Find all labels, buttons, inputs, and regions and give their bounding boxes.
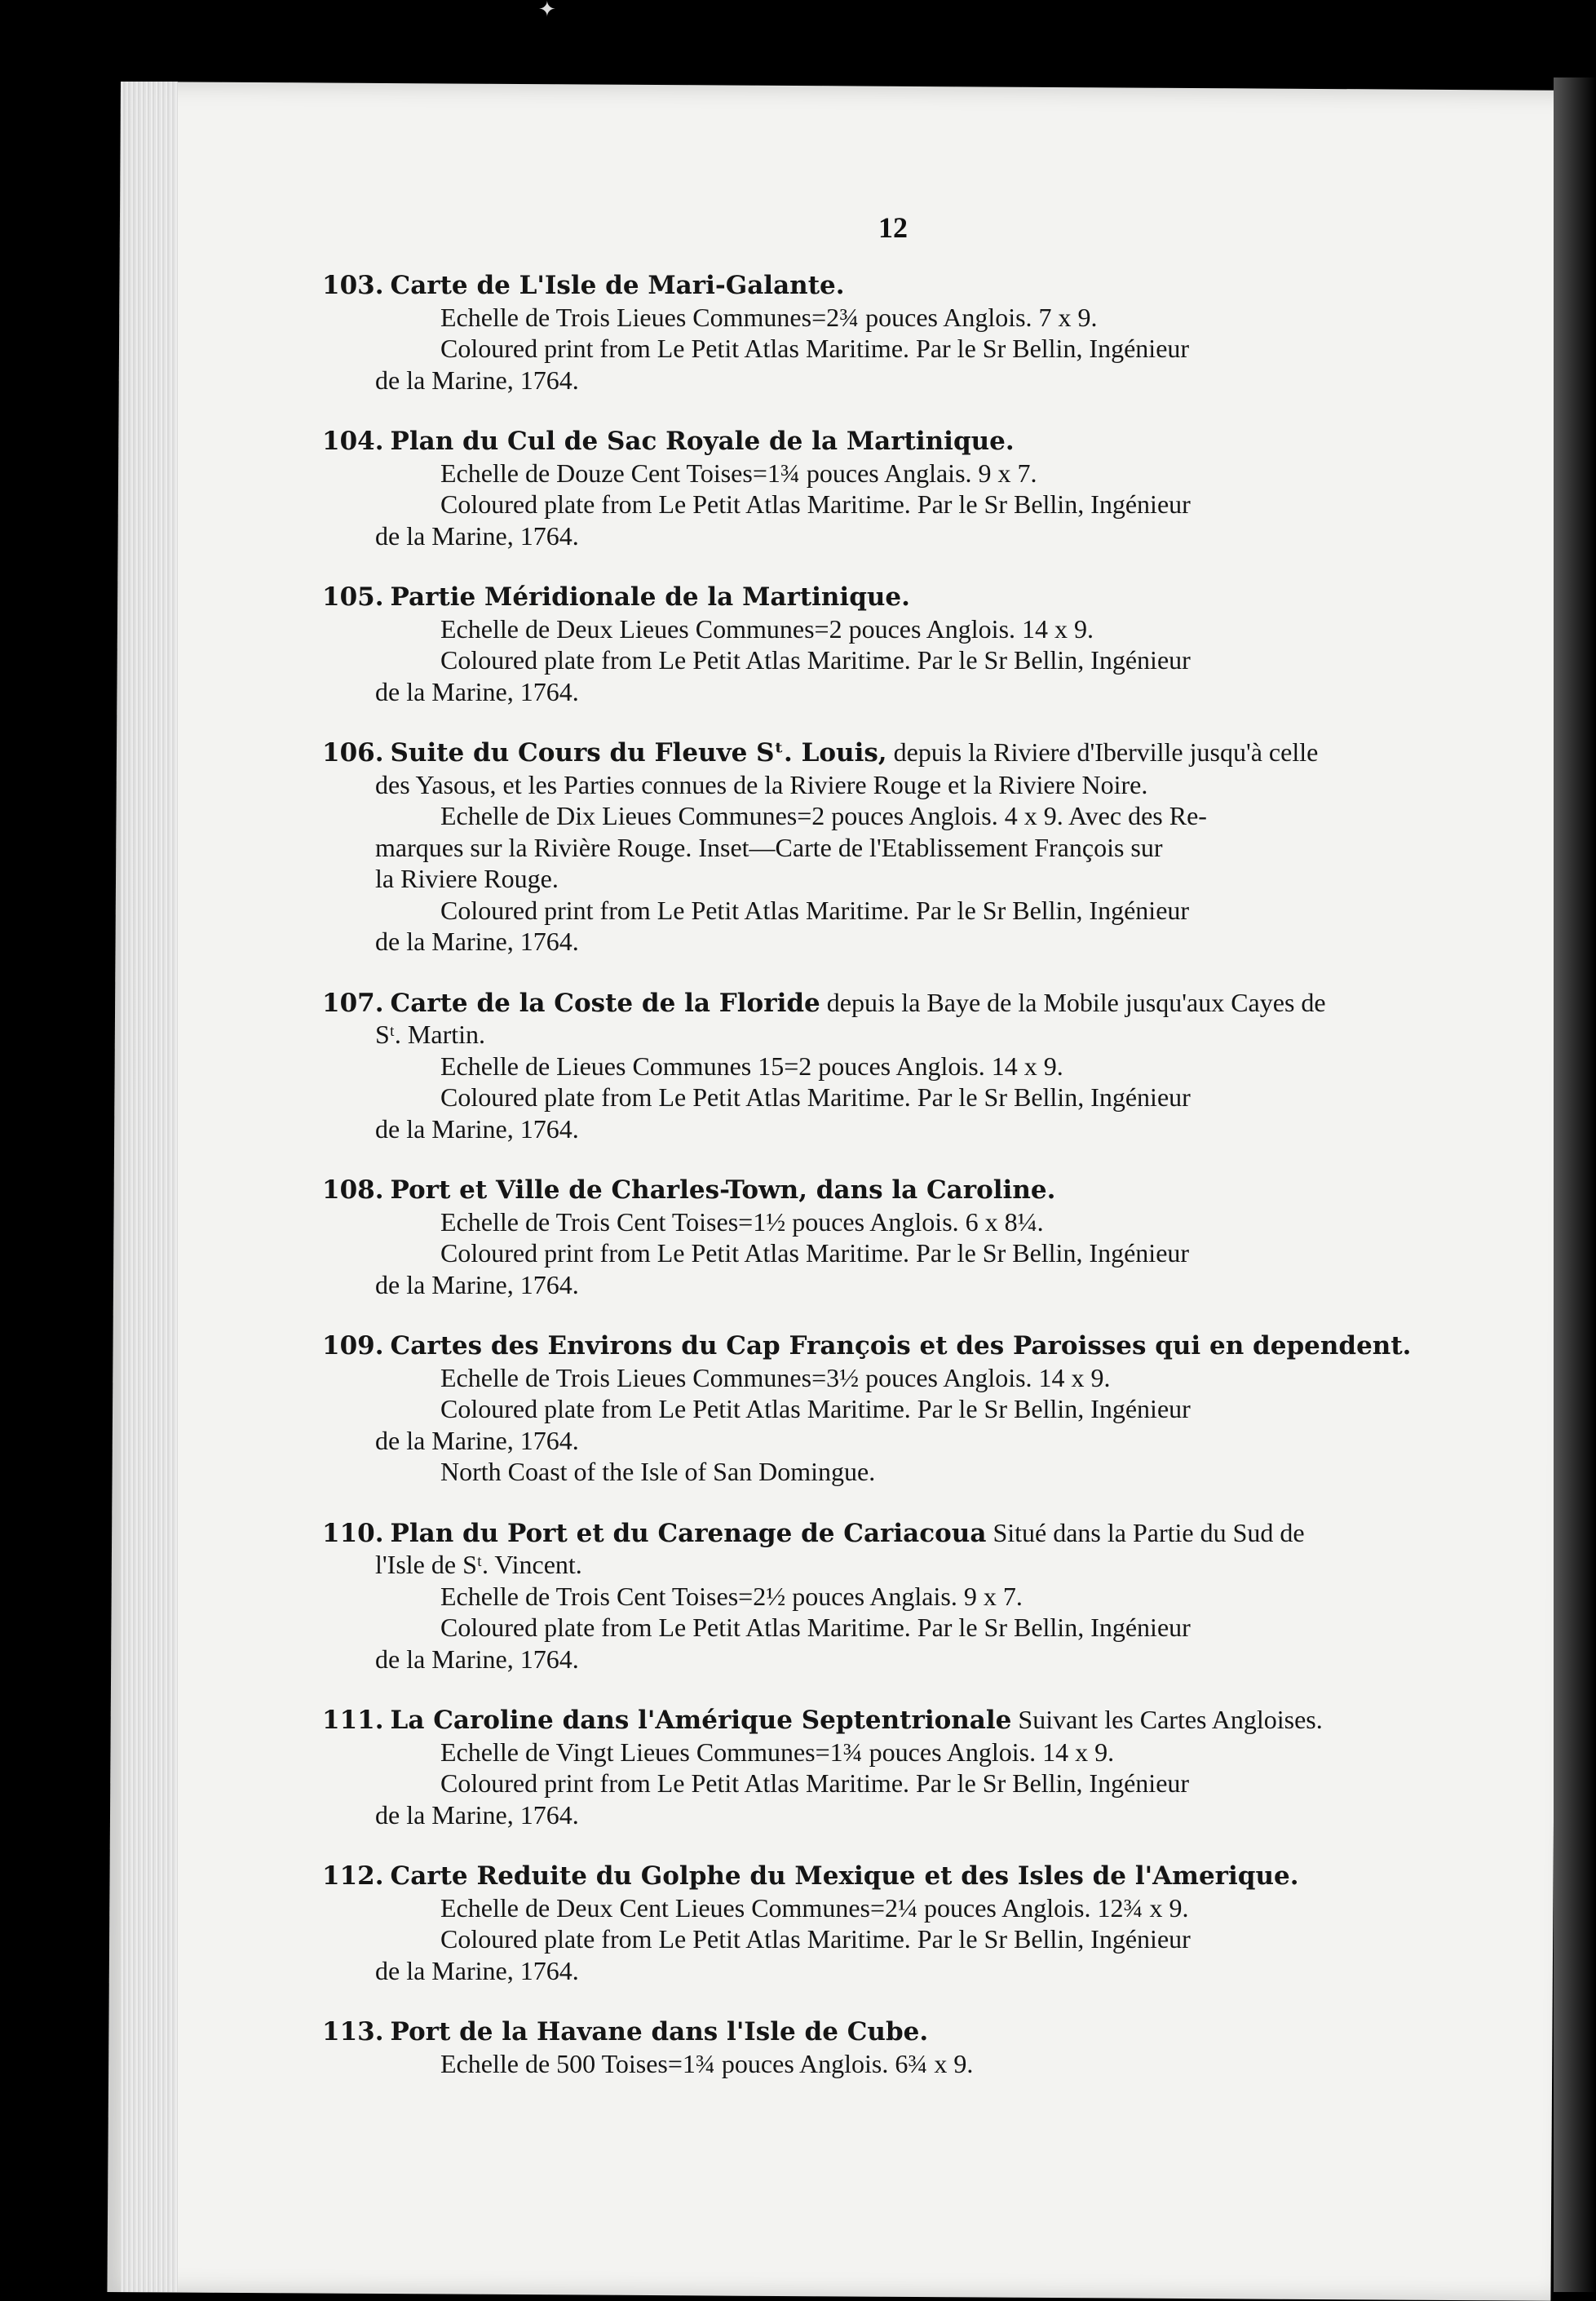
entry-description: Suivant les Cartes Angloises. xyxy=(1018,1705,1323,1734)
entry-continuation: l'Isle de Sᵗ. Vincent. xyxy=(375,1550,582,1579)
entry-note: North Coast of the Isle of San Domingue. xyxy=(440,1457,876,1486)
entry-title: Port de la Havane dans l'Isle de Cube. xyxy=(390,2017,929,2047)
entry-scale: Echelle de Trois Cent Toises=2½ pouces Anglais. 9 x 7. xyxy=(440,1581,1023,1611)
entry-list xyxy=(196,269,1484,2109)
catalogue-entry xyxy=(196,1174,1484,1300)
entry-source: Coloured print from Le Petit Atlas Maritime. Par le Sr Bellin, Ingénieur xyxy=(440,1238,1190,1268)
entry-number: 112. xyxy=(322,1861,384,1891)
entry-number: 103. xyxy=(322,271,384,300)
entry-scale: Echelle de Trois Lieues Communes=3½ pouces Anglois. 14 x 9. xyxy=(440,1362,1111,1392)
entry-source: Coloured print from Le Petit Atlas Maritime. Par le Sr Bellin, Ingénieur xyxy=(440,334,1190,363)
entry-source: Coloured plate from Le Petit Atlas Maritime. Par le Sr Bellin, Ingénieur xyxy=(440,489,1191,519)
entry-scale: Echelle de Deux Cent Lieues Communes=2¼ pouces Anglois. 12¾ x 9. xyxy=(440,1892,1189,1923)
entry-number: 108. xyxy=(322,1175,384,1205)
entry-source: Coloured plate from Le Petit Atlas Maritime. Par le Sr Bellin, Ingénieur xyxy=(440,1924,1191,1954)
entry-publisher: de la Marine, 1764. xyxy=(375,520,579,551)
entry-publisher: de la Marine, 1764. xyxy=(375,1955,579,1985)
entry-source: Coloured print from Le Petit Atlas Maritime. Par le Sr Bellin, Ingénieur xyxy=(440,895,1190,925)
catalogue-entry xyxy=(196,1860,1484,1986)
entry-scale: Echelle de Vingt Lieues Communes=1¾ pouces Anglois. 14 x 9. xyxy=(440,1737,1115,1767)
entry-heading xyxy=(196,425,1484,458)
entry-number: 111. xyxy=(322,1706,384,1735)
entry-title: Suite du Cours du Fleuve Sᵗ. Louis, xyxy=(390,738,887,768)
entry-source: Coloured plate from Le Petit Atlas Maritime. Par le Sr Bellin, Ingénieur xyxy=(440,1082,1191,1112)
catalogue-entry xyxy=(196,1704,1484,1830)
entry-number: 110. xyxy=(322,1518,384,1548)
entry-continuation: des Yasous, et les Parties connues de la Riviere Rouge et la Riviere Noire. xyxy=(375,769,1148,799)
entry-heading xyxy=(196,1517,1484,1550)
entry-heading xyxy=(196,1704,1484,1737)
entry-scale: Echelle de Deux Lieues Communes=2 pouces Anglois. 14 x 9. xyxy=(440,613,1094,644)
entry-source: Coloured print from Le Petit Atlas Maritime. Par le Sr Bellin, Ingénieur xyxy=(440,1768,1190,1798)
entry-publisher: de la Marine, 1764. xyxy=(375,1644,579,1674)
entry-remarks: marques sur la Rivière Rouge. Inset—Carte de l'Etablissement François sur xyxy=(375,832,1163,862)
entry-heading xyxy=(196,581,1484,613)
entry-title: Plan du Port et du Carenage de Cariacoua xyxy=(390,1518,987,1548)
entry-heading xyxy=(196,269,1484,302)
entry-publisher: de la Marine, 1764. xyxy=(375,1425,579,1455)
catalogue-entry xyxy=(196,581,1484,707)
binding-shadow xyxy=(1554,77,1596,2292)
entry-publisher: de la Marine, 1764. xyxy=(375,1269,579,1299)
entry-publisher: de la Marine, 1764. xyxy=(375,927,579,956)
catalogue-entry xyxy=(196,987,1484,1145)
entry-publisher: de la Marine, 1764. xyxy=(375,1113,579,1144)
entry-number: 105. xyxy=(322,582,384,612)
entry-heading xyxy=(196,1860,1484,1892)
entry-number: 109. xyxy=(322,1331,384,1361)
entry-source: Coloured plate from Le Petit Atlas Maritime. Par le Sr Bellin, Ingénieur xyxy=(440,645,1191,675)
entry-publisher: de la Marine, 1764. xyxy=(375,1799,579,1830)
entry-scale: Echelle de Douze Cent Toises=1¾ pouces Anglais. 9 x 7. xyxy=(440,458,1037,488)
entry-title: Plan du Cul de Sac Royale de la Martinique. xyxy=(390,427,1015,456)
entry-scale: Echelle de Lieues Communes 15=2 pouces Anglois. 14 x 9. xyxy=(440,1051,1063,1081)
entry-description: depuis la Baye de la Mobile jusqu'aux Cayes de xyxy=(826,987,1326,1017)
entry-scale: Echelle de Trois Lieues Communes=2¾ pouces Anglois. 7 x 9. xyxy=(440,302,1098,332)
entry-description: Situé dans la Partie du Sud de xyxy=(993,1517,1305,1547)
entry-title: Carte de L'Isle de Mari-Galante. xyxy=(390,271,845,300)
entry-source: Coloured plate from Le Petit Atlas Maritime. Par le Sr Bellin, Ingénieur xyxy=(440,1613,1191,1642)
entry-title: Port et Ville de Charles-Town, dans la Caroline. xyxy=(390,1175,1056,1205)
entry-publisher: de la Marine, 1764. xyxy=(375,676,579,706)
entry-publisher: de la Marine, 1764. xyxy=(375,365,579,395)
entry-heading xyxy=(196,2016,1484,2048)
catalogue-entry xyxy=(196,1517,1484,1675)
entry-continuation: Sᵗ. Martin. xyxy=(375,1020,486,1049)
page-number: 12 xyxy=(878,211,908,244)
entry-scale: Echelle de Dix Lieues Communes=2 pouces Anglois. 4 x 9. Avec des Re- xyxy=(440,801,1207,830)
page-edges xyxy=(121,82,178,2292)
entry-scale: Echelle de 500 Toises=1¾ pouces Anglois. 6¾ x 9. xyxy=(440,2048,974,2078)
entry-heading xyxy=(196,737,1484,769)
entry-remarks-cont: la Riviere Rouge. xyxy=(375,864,559,893)
entry-title: Cartes des Environs du Cap François et des Paroisses qui en dependent. xyxy=(390,1331,1412,1361)
entry-source: Coloured plate from Le Petit Atlas Maritime. Par le Sr Bellin, Ingénieur xyxy=(440,1394,1191,1423)
entry-title: La Caroline dans l'Amérique Septentrionale xyxy=(390,1706,1012,1735)
entry-description: depuis la Riviere d'Iberville jusqu'à celle xyxy=(893,737,1319,767)
entry-scale: Echelle de Trois Cent Toises=1½ pouces Anglois. 6 x 8¼. xyxy=(440,1206,1044,1237)
entry-number: 106. xyxy=(322,738,384,768)
entry-title: Carte de la Coste de la Floride xyxy=(390,988,820,1018)
catalogue-entry xyxy=(196,2016,1484,2079)
top-mark: ✦ xyxy=(538,0,556,21)
entry-heading xyxy=(196,1330,1484,1362)
catalogue-entry xyxy=(196,269,1484,396)
catalogue-entry xyxy=(196,425,1484,551)
entry-heading xyxy=(196,987,1484,1020)
entry-title: Partie Méridionale de la Martinique. xyxy=(390,582,910,612)
entry-number: 104. xyxy=(322,427,384,456)
catalogue-entry xyxy=(196,737,1484,958)
entry-number: 107. xyxy=(322,988,384,1018)
entry-title: Carte Reduite du Golphe du Mexique et des Isles de l'Amerique. xyxy=(390,1861,1299,1891)
entry-heading xyxy=(196,1174,1484,1206)
catalogue-entry xyxy=(196,1330,1484,1488)
entry-number: 113. xyxy=(322,2017,384,2047)
